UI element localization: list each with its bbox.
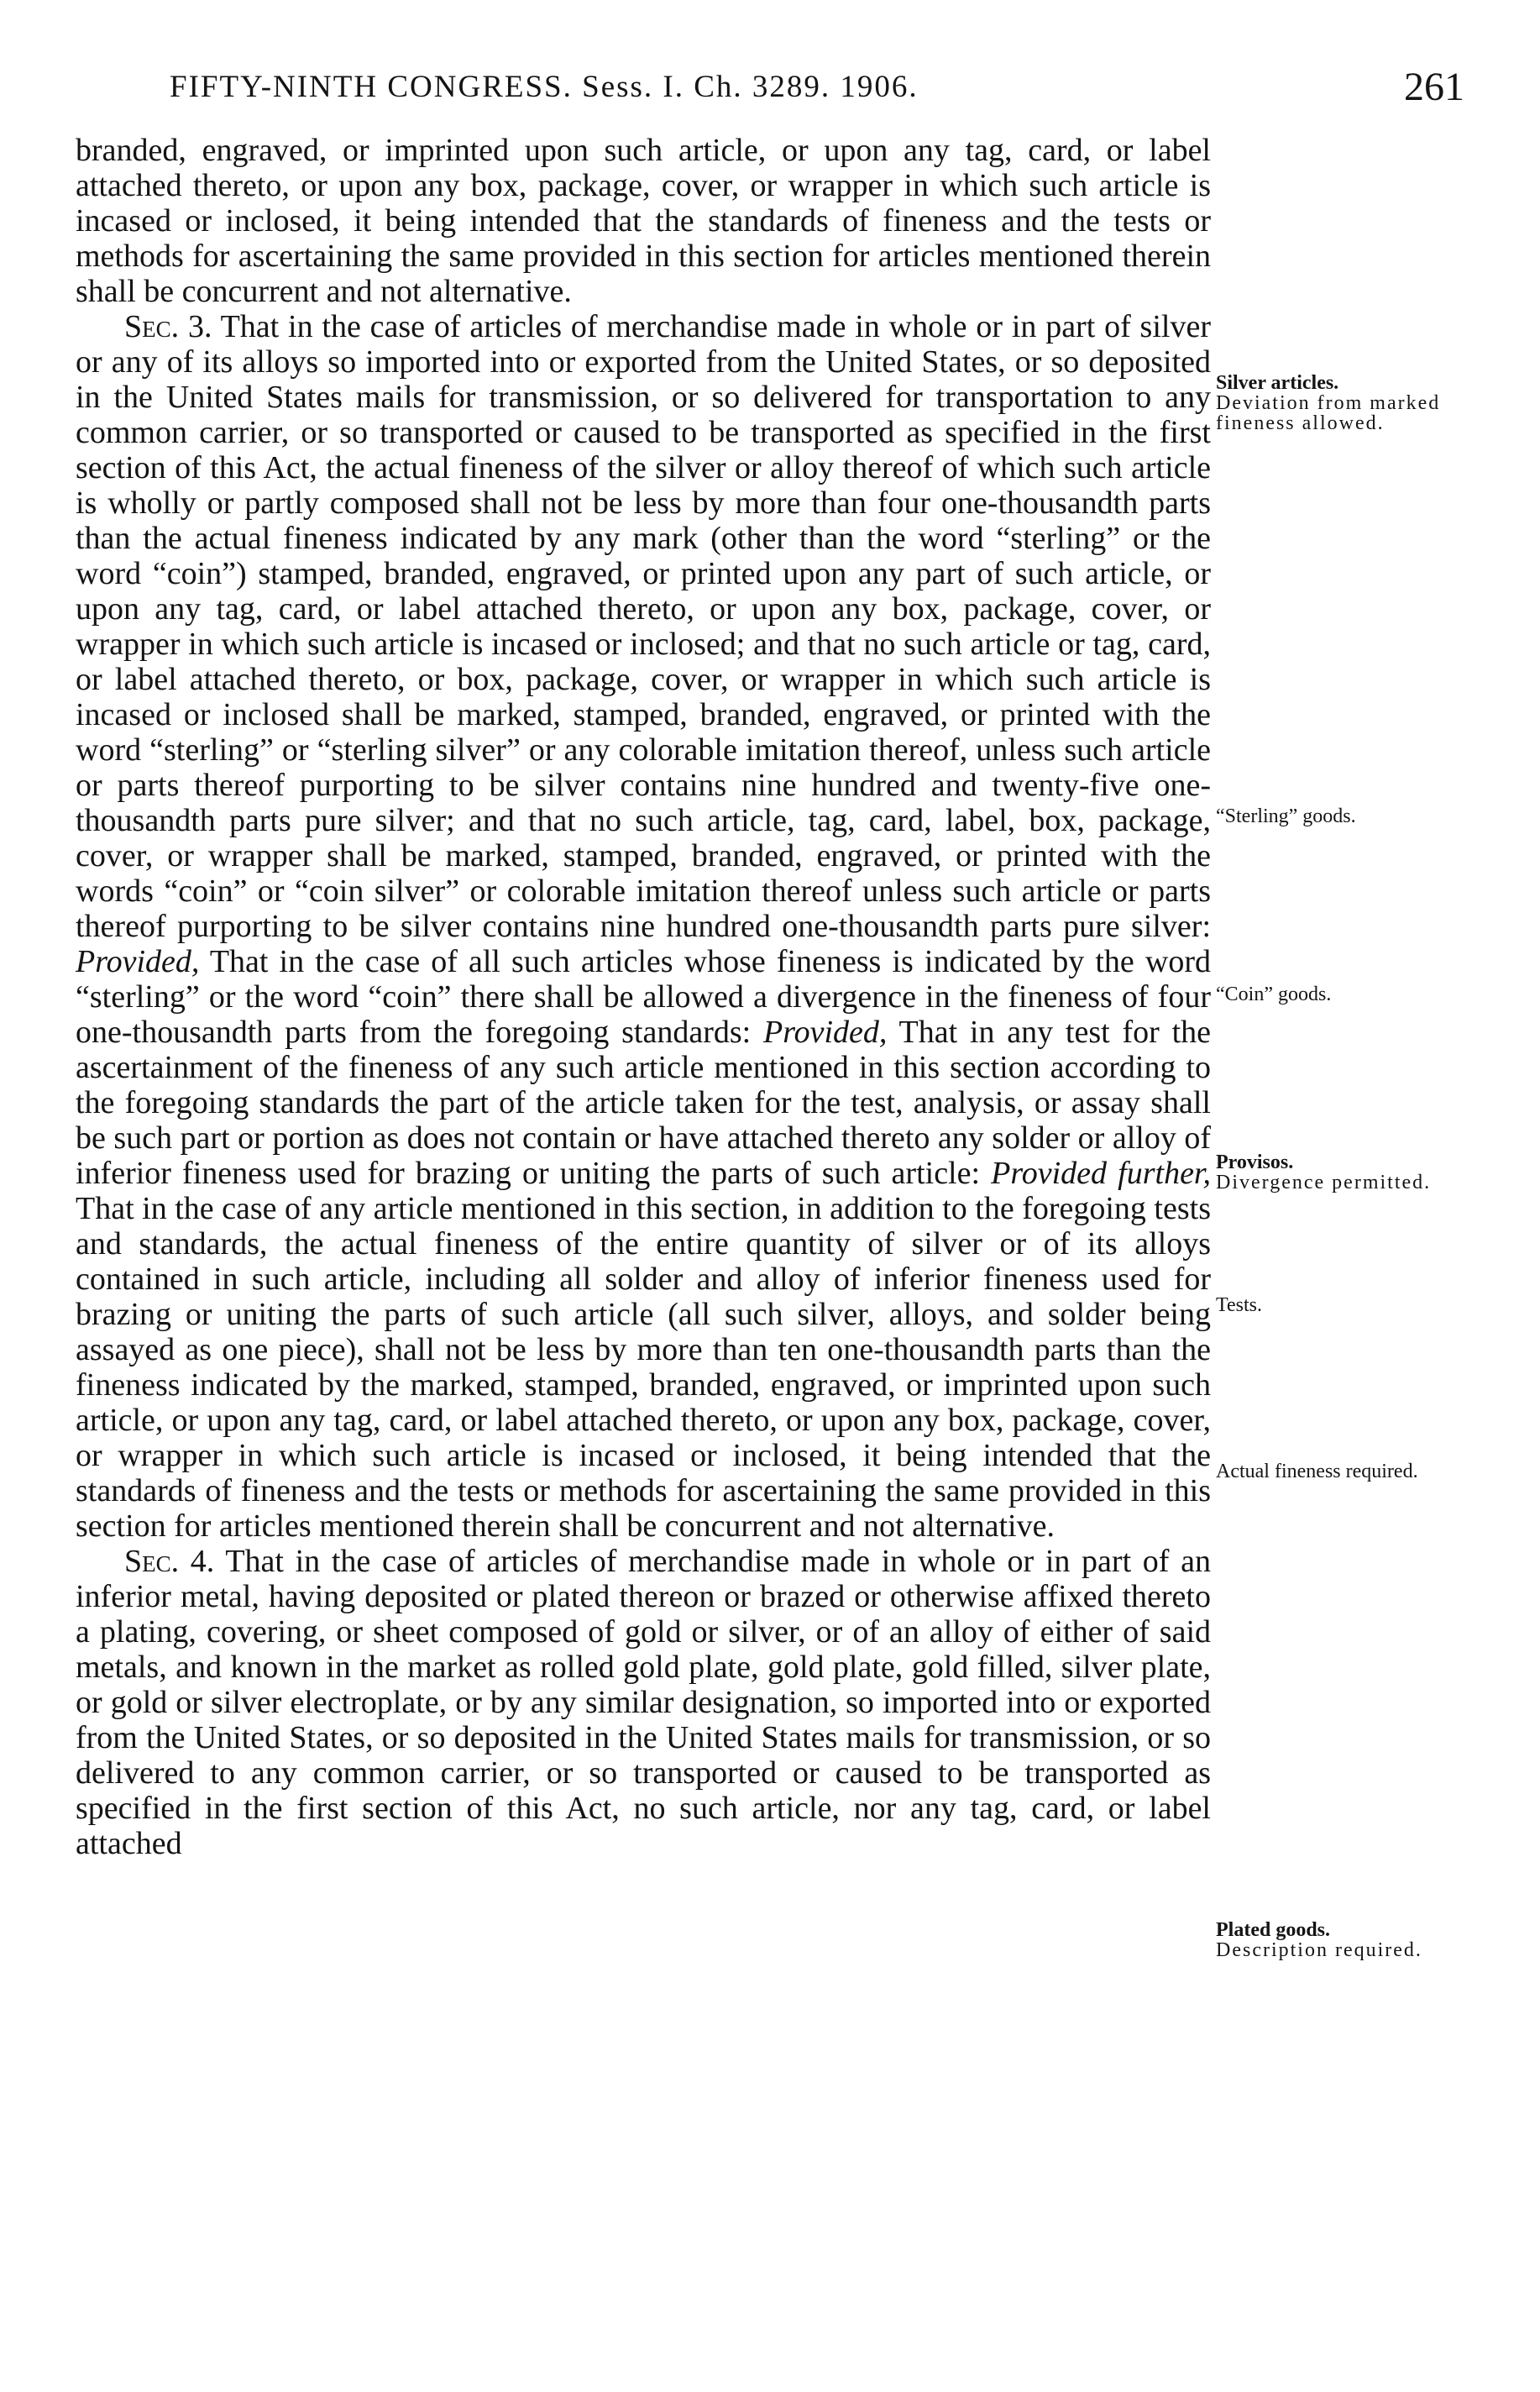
margin-note-plated-goods	[1216, 1920, 1476, 1960]
margin-note-plated-goods-sub: Description required.	[1216, 1939, 1422, 1961]
section-4-label: Sec. 4.	[124, 1544, 215, 1579]
section-4-text: That in the case of articles of merchandise made in whole or in part of an inferior metal, having deposited or plated thereon or brazed or otherwise affixed thereto a plating, covering, or sheet composed of gold or silver, or of an alloy of either of said metals, and known in the market as rolled gold plate, gold plate, gold filled, silver plate, or gold or silver electroplate, or by any similar designation, so imported into or exported from the United States, or so deposited in the United States mails for transmission, or so delivered to any common carrier, or so transported or caused to be transported as specified in the first section of this Act, no such article, nor any tag, card, or label attached	[76, 1544, 1211, 1861]
margin-note-plated-goods-head: Plated goods.	[1216, 1919, 1331, 1941]
margin-note-provisos-head: Provisos.	[1216, 1151, 1294, 1173]
margin-note-coin-goods: “Coin” goods.	[1216, 984, 1332, 1005]
section-3-text-a: That in the case of articles of merchandise made in whole or in part of silver or any of its alloys so imported into or exported from the United States, or so deposited in the United States mails for transmission, or so delivered for transportation to any common carrier, or so transported or caused to be transported as specified in the first section of this Act, the actual fineness of the silver or alloy thereof of which such article is wholly or partly composed shall not be less by more than four one-thousandth parts than the actual fineness indicated by any mark (other than the word “sterling” or the word “coin”) stamped, branded, engraved, or printed upon any part of such article, or upon any tag, card, or label attached thereto, or upon any box, package, cover, or wrapper in which such article is incased or inclosed; and that no such article or tag, card, or label attached thereto, or box, package, cover, or wrapper in which such article is incased or inclosed shall be marked, stamped, branded, engraved, or printed with the word “sterling” or “sterling silver” or any colorable imitation thereof, unless such article or parts thereof purporting to be silver contains nine hundred and twenty-five one-thousandth parts pure silver; and that no such article, tag, card, label, box, package, cover, or wrapper shall be marked, stamped, branded, engraved, or printed with the words “coin” or “coin silver” or colorable imitation thereof unless such article or parts thereof purporting to be silver contains nine hundred one-thousandth parts pure silver:	[76, 309, 1211, 944]
section-3-text-c: That in any test for the ascertainment of the fineness of any such article mentioned in this section according to the foregoing standards the part of the article taken for the test, analysis, or assay shall be such part or portion as does not contain or have attached thereto any solder or alloy of inferior fineness used for brazing or uniting the parts of such article:	[76, 1015, 1212, 1191]
main-text-column	[76, 133, 1211, 1861]
margin-note-provisos-sub: Divergence permitted.	[1216, 1172, 1432, 1193]
margin-note-tests: Tests.	[1216, 1294, 1262, 1316]
paragraph-continuation: branded, engraved, or imprinted upon such article, or upon any tag, card, or label attached thereto, or upon any box, package, cover, or wrapper in which such article is incased or inclosed, it being intended that the standards of fineness and the tests or methods for ascertaining the same provided in this section for articles mentioned therein shall be concurrent and not alternative.	[76, 133, 1211, 309]
margin-note-silver-articles-sub: Deviation from marked fineness allowed.	[1216, 392, 1441, 434]
margin-note-provisos	[1216, 1152, 1476, 1193]
section-4-paragraph	[76, 1544, 1211, 1861]
proviso-2-label: Provided,	[763, 1015, 888, 1050]
running-head-title: FIFTY-NINTH CONGRESS. Sess. I. Ch. 3289. 1906.	[170, 70, 919, 104]
page-number: 261	[1404, 65, 1464, 109]
section-3-text-d: That in the case of any article mentioned in this section, in addition to the foregoing tests and standards, the actual fineness of the entire quantity of silver or of its alloys contained in such article, including all solder and alloy of inferior fineness used for brazing or uniting the parts of such article (all such silver, alloys, and solder being assayed as one piece), shall not be less by more than ten one-thousandth parts than the fineness indicated by the marked, stamped, branded, engraved, or imprinted upon such article, or upon any tag, card, or label attached thereto, or upon any box, package, cover, or wrapper in which such article is incased or inclosed, it being intended that the standards of fineness and the tests or methods for ascertaining the same provided in this section for articles mentioned therein shall be concurrent and not alternative.	[76, 1191, 1211, 1544]
proviso-1-label: Provided,	[76, 944, 200, 979]
proviso-3-label: Provided further,	[991, 1156, 1212, 1191]
margin-note-silver-articles	[1216, 373, 1476, 433]
margin-note-silver-articles-head: Silver articles.	[1216, 372, 1339, 394]
section-3-paragraph	[76, 309, 1211, 1544]
section-3-text-b: That in the case of all such articles whose fineness is indicated by the word “sterling” or the word “coin” there shall be allowed a divergence in the fineness of four one-thousandth parts from the foregoing standards:	[76, 944, 1211, 1050]
running-header	[76, 65, 1478, 119]
margin-note-sterling-goods: “Sterling” goods.	[1216, 805, 1356, 827]
margin-note-actual-fineness: Actual fineness required.	[1216, 1461, 1418, 1482]
section-3-label: Sec. 3.	[124, 309, 212, 344]
